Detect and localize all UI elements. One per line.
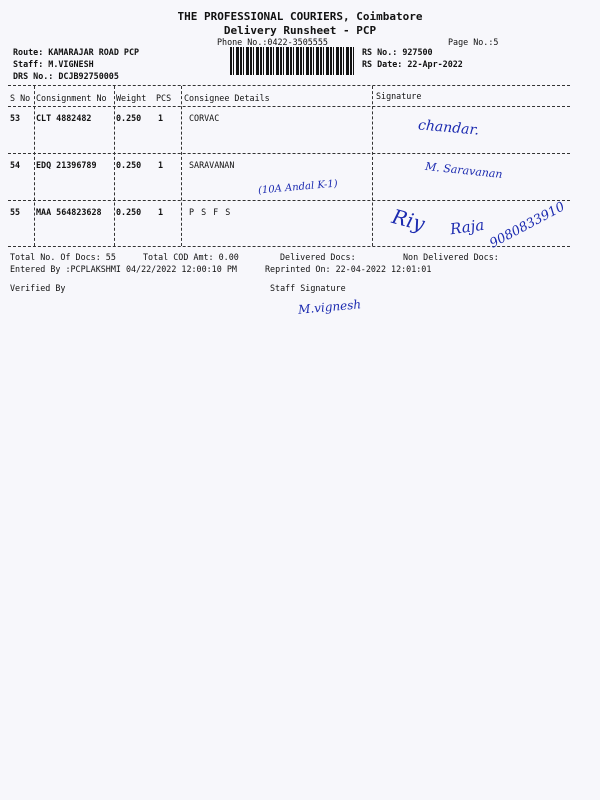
company-title: THE PROFESSIONAL COURIERS, Coimbatore	[177, 10, 423, 23]
table-row-sno: 53	[10, 113, 21, 123]
reprinted-on: Reprinted On: 22-04-2022 12:01:01	[265, 264, 432, 274]
entered-by: Entered By :PCPLAKSHMI 04/22/2022 12:00:10 PM	[10, 264, 237, 274]
staff-label: Staff: M.VIGNESH	[13, 59, 94, 69]
table-row-consignment: MAA 564823628	[36, 207, 102, 217]
row-rule-2	[8, 200, 570, 201]
column-divider	[114, 86, 115, 246]
table-row-consignee: CORVAC	[189, 113, 220, 123]
barcode	[230, 47, 354, 75]
staff-signature-label: Staff Signature	[270, 283, 346, 293]
column-divider	[34, 86, 35, 246]
delivered-docs: Delivered Docs:	[280, 252, 356, 262]
table-row-pcs: 1	[158, 160, 164, 170]
table-row-consignee: P S F S	[189, 207, 232, 217]
verified-by: Verified By	[10, 283, 66, 293]
table-row-weight: 0.250	[116, 113, 142, 123]
address-note-54: (10A Andal K-1)	[257, 178, 339, 197]
signature-55-name: Raja	[448, 215, 486, 239]
column-divider	[372, 86, 373, 246]
header-signature: Signature	[376, 91, 422, 101]
header-weight: Weight	[116, 93, 147, 103]
route-label: Route: KAMARAJAR ROAD PCP	[13, 47, 140, 57]
phone-55: 9080833910	[487, 199, 568, 252]
phone-number: Phone No.:0422-3505555	[217, 37, 328, 47]
table-row-pcs: 1	[158, 207, 164, 217]
table-bottom-rule	[8, 246, 570, 247]
header-sno: S No	[10, 93, 31, 103]
table-row-consignee: SARAVANAN	[189, 160, 235, 170]
table-row-consignment: EDQ 21396789	[36, 160, 97, 170]
staff-signature: M.vignesh	[297, 297, 362, 317]
header-rule	[8, 106, 570, 107]
header-consignment: Consignment No	[36, 93, 107, 103]
page-number: Page No.:5	[448, 37, 499, 47]
runsheet-subtitle: Delivery Runsheet - PCP	[223, 24, 377, 37]
table-top-rule	[8, 85, 570, 86]
header-consignee: Consignee Details	[184, 93, 270, 103]
rs-date: RS Date: 22-Apr-2022	[362, 59, 463, 69]
row-rule-1	[8, 153, 570, 154]
total-docs: Total No. Of Docs: 55	[10, 252, 116, 262]
table-row-consignment: CLT 4882482	[36, 113, 92, 123]
signature-54: M. Saravanan	[424, 159, 504, 182]
table-row-sno: 55	[10, 207, 21, 217]
table-row-weight: 0.250	[116, 160, 142, 170]
table-row-weight: 0.250	[116, 207, 142, 217]
column-divider	[181, 86, 182, 246]
table-row-pcs: 1	[158, 113, 164, 123]
drs-number: DRS No.: DCJB92750005	[13, 71, 119, 81]
non-delivered-docs: Non Delivered Docs:	[403, 252, 499, 262]
signature-55: Riy	[389, 204, 428, 236]
total-cod: Total COD Amt: 0.00	[143, 252, 239, 262]
signature-53: chandar.	[417, 117, 480, 139]
header-pcs: PCS	[156, 93, 172, 103]
rs-number: RS No.: 927500	[362, 47, 433, 57]
table-row-sno: 54	[10, 160, 21, 170]
